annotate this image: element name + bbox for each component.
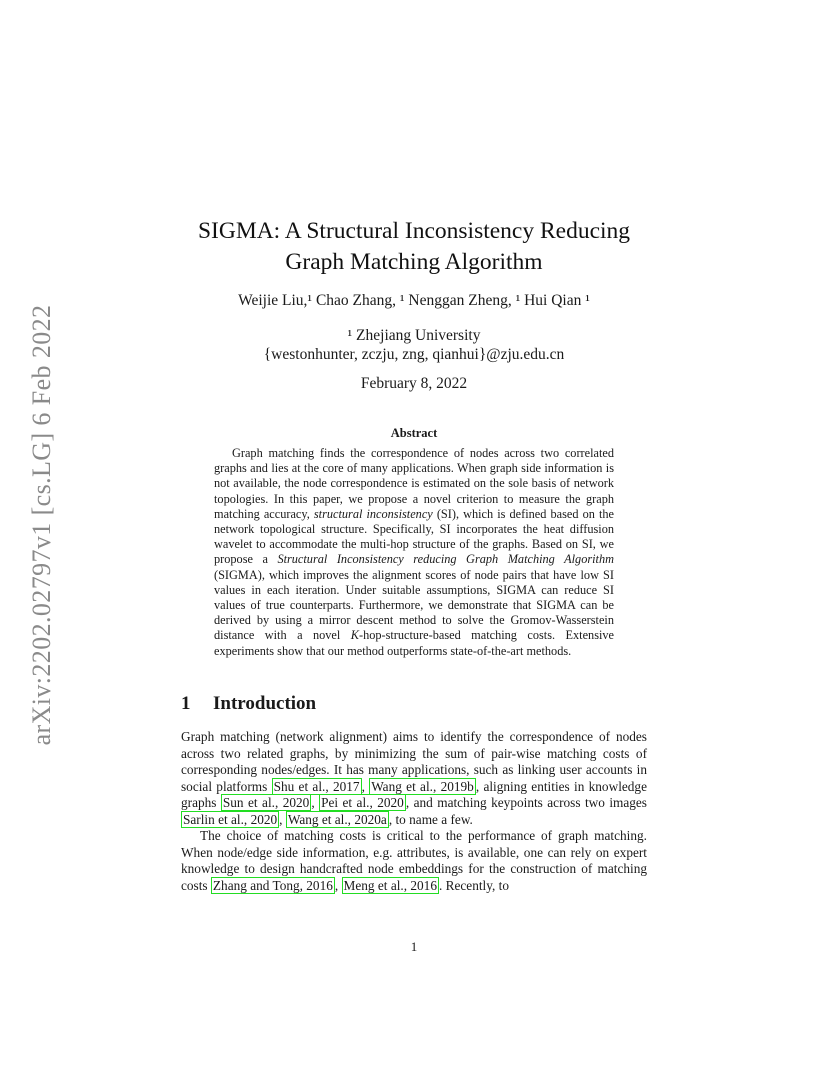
body-text: , and matching keypoints across two images <box>405 795 647 810</box>
body-text: The choice of matching costs is critical to the performance of graph matching. When node/edge side information, e.g. attributes, is available, one can rely on expert knowledge to design handcrafted node embeddings for the construction of matching costs <box>181 828 647 893</box>
section-title: Introduction <box>213 693 317 714</box>
paper-title <box>180 216 648 278</box>
section-number: 1 <box>181 693 191 714</box>
body-paragraph <box>181 828 647 894</box>
citation-link[interactable]: Sun et al., 2020 <box>222 795 310 810</box>
citation-link[interactable]: Wang et al., 2020a <box>287 811 387 827</box>
arxiv-identifier: arXiv:2202.02797v1 [cs.LG] 6 Feb 2022 <box>27 304 56 746</box>
abstract-emphasis: Structural Inconsistency reducing Graph Matching Algorithm <box>277 552 614 567</box>
body-text: , <box>311 795 320 810</box>
abstract-emphasis: structural inconsistency <box>313 506 433 521</box>
abstract-text-part: (SI), which is defined based on the network topological structure. Specifically, SI incorporates the heat diffusion wavelet to accommodate the multi-hop structure of the graphs. Based on SI, we propose a <box>214 506 614 567</box>
citation-link[interactable]: Shu et al., 2017 <box>273 778 360 794</box>
body-paragraph <box>181 729 647 828</box>
arxiv-sidebar-stamp <box>22 295 62 755</box>
body-text: , aligning entities in knowledge graphs <box>181 778 647 810</box>
body-text: , <box>279 811 286 827</box>
abstract-emphasis: K <box>350 628 359 643</box>
paper-date: February 8, 2022 <box>360 375 468 392</box>
body-text: Graph matching (network alignment) aims to identify the correspondence of nodes across two related graphs, by minimizing the sum of pair-wise matching costs of corresponding nodes/edges. It has many applications, such as linking user accounts in social platforms <box>181 729 647 794</box>
body-text: . Recently, to <box>438 877 510 893</box>
abstract-text-part: -hop-structure-based matching costs. Extensive experiments show that our method outperforms state-of-the-art methods. <box>214 628 615 658</box>
body-text: , <box>361 778 370 794</box>
affiliation: ¹ Zhejiang University <box>347 327 481 344</box>
author-emails: {westonhunter, zczju, zng, qianhui}@zju.edu.cn <box>263 346 565 363</box>
page-number: 1 <box>410 939 418 954</box>
affiliation-block <box>180 326 648 364</box>
citation-link[interactable]: Meng et al., 2016 <box>343 877 437 893</box>
body-text: , to name a few. <box>388 811 473 827</box>
section-heading <box>181 693 316 715</box>
citation-link[interactable]: Zhang and Tong, 2016 <box>212 877 333 893</box>
author-list: Weijie Liu,¹ Chao Zhang, ¹ Nenggan Zheng, ¹ Hui Qian ¹ <box>238 292 590 309</box>
citation-link[interactable]: Pei et al., 2020 <box>321 795 404 810</box>
body-text: , <box>334 877 342 893</box>
abstract-text <box>214 446 614 659</box>
abstract-text-part: Graph matching finds the correspondence of nodes across two correlated graphs and lies at the core of many applications. When graph side information is not available, the node correspondence is estimated on the sole basis of network topologies. In this paper, we propose a novel criterion to measure the graph matching accuracy, <box>214 446 614 521</box>
citation-link[interactable]: Sarlin et al., 2020 <box>183 811 278 827</box>
title-line-2: Graph Matching Algorithm <box>285 249 543 275</box>
citation-link[interactable]: Wang et al., 2019b <box>371 778 474 794</box>
abstract-text-part: (SIGMA), which improves the alignment scores of node pairs that have low SI values in each iteration. Under suitable assumptions, SIGMA can reduce SI values of true counterparts. Furthermore, we demonstrate that SIGMA can be derived by using a mirror descent method to solve the Gromov-Wasserstein distance with a novel <box>214 567 614 643</box>
abstract-heading: Abstract <box>390 426 438 440</box>
title-line-1: SIGMA: A Structural Inconsistency Reducing <box>197 218 631 244</box>
introduction-body <box>181 729 647 894</box>
